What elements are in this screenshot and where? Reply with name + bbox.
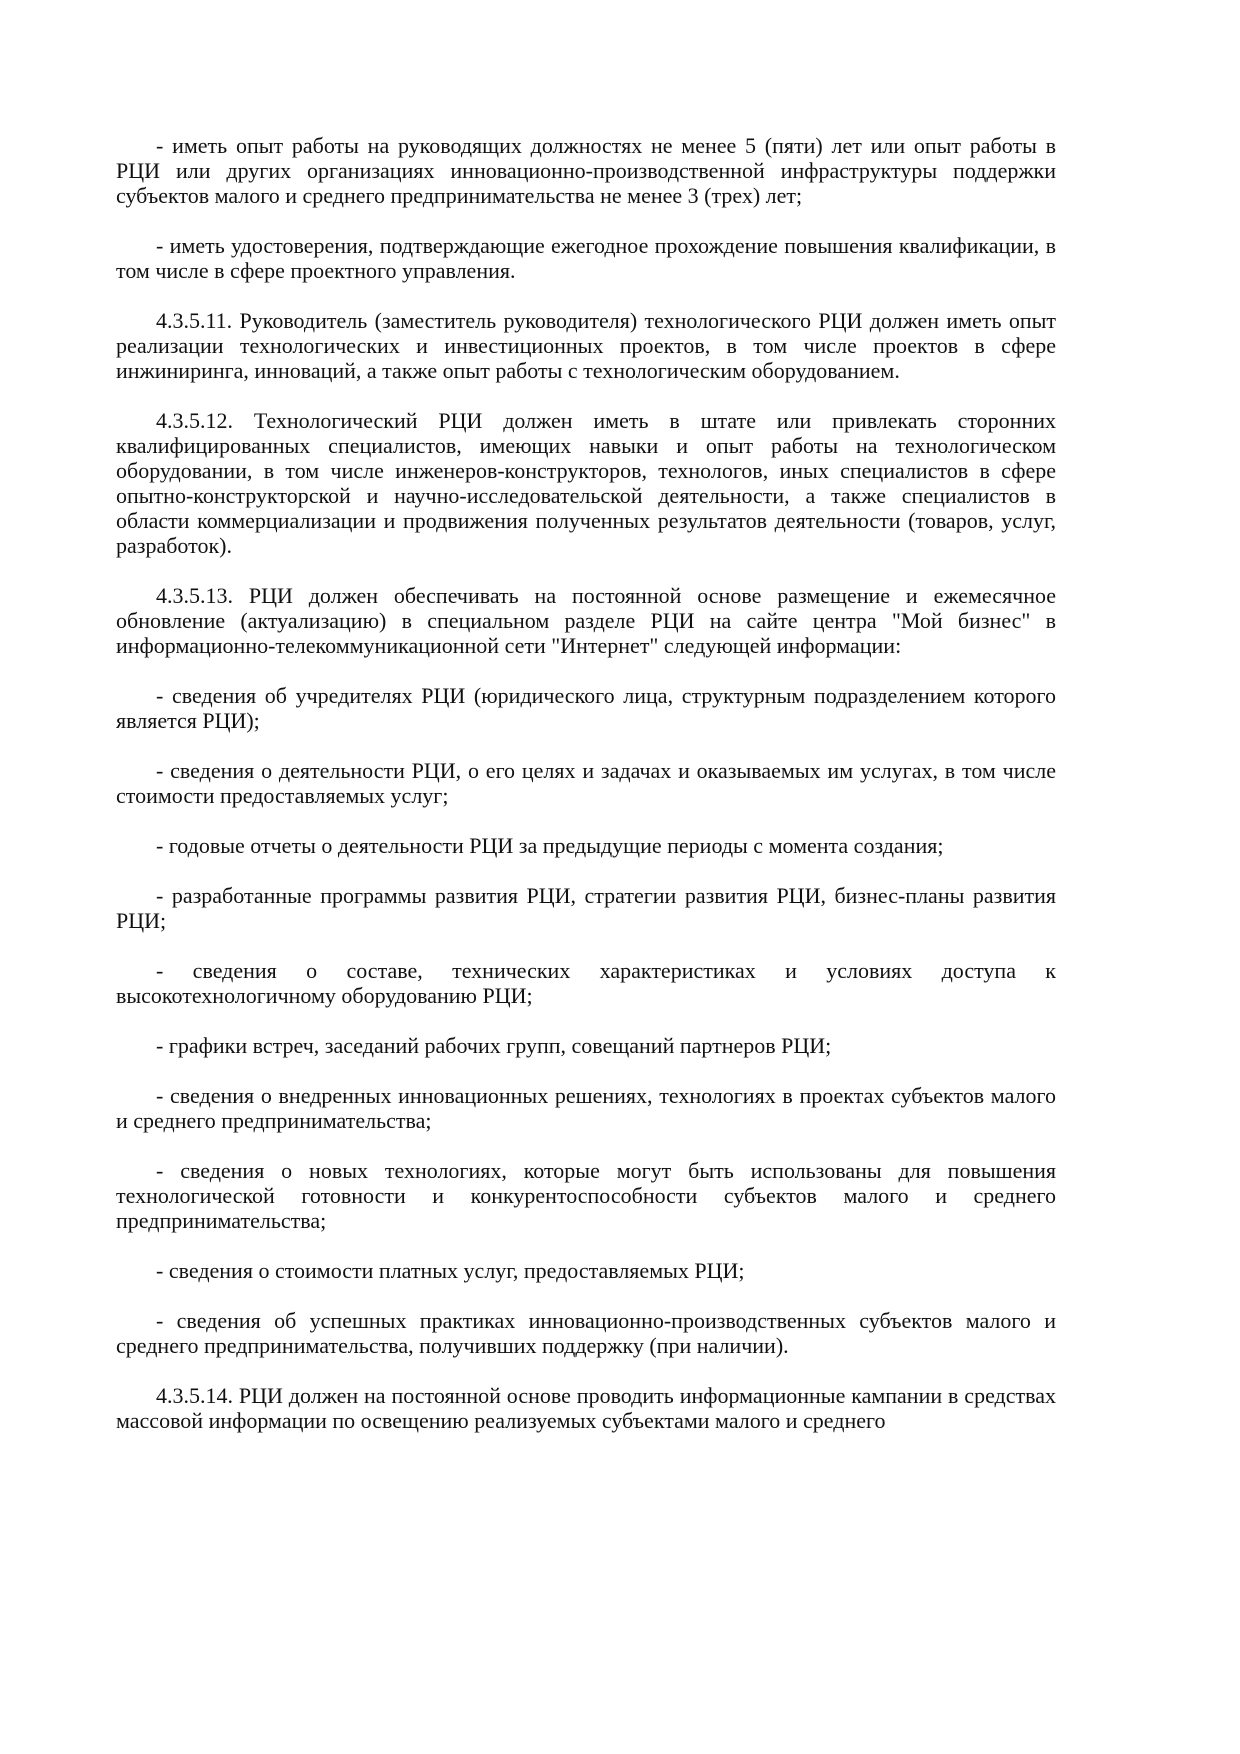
list-item-new-technologies: - сведения о новых технологиях, которые могут быть использованы для повышения технологической готовности и конкурентоспособности субъектов малого и среднего предпринимательства;: [116, 1158, 1056, 1233]
paragraph-certificates-requirement: - иметь удостоверения, подтверждающие ежегодное прохождение повышения квалификации, в том числе в сфере проектного управления.: [116, 233, 1056, 283]
list-item-development-programs: - разработанные программы развития РЦИ, стратегии развития РЦИ, бизнес-планы развития РЦИ;: [116, 883, 1056, 933]
list-item-success-practices: - сведения об успешных практиках инновационно-производственных субъектов малого и среднего предпринимательства, получивших поддержку (при наличии).: [116, 1308, 1056, 1358]
list-item-innovative-solutions: - сведения о внедренных инновационных решениях, технологиях в проектах субъектов малого и среднего предпринимательства;: [116, 1083, 1056, 1133]
paragraph-4-3-5-12: 4.3.5.12. Технологический РЦИ должен иметь в штате или привлекать сторонних квалифицированных специалистов, имеющих навыки и опыт работы на технологическом оборудовании, в том числе инженеров-конструкторов, технологов, иных специалистов в сфере опытно-конструкторской и научно-исследовательской деятельности, а также специалистов в области коммерциализации и продвижения полученных результатов деятельности (товаров, услуг, разработок).: [116, 408, 1056, 558]
list-item-annual-reports: - годовые отчеты о деятельности РЦИ за предыдущие периоды с момента создания;: [156, 833, 944, 858]
list-item-paid-services: - сведения о стоимости платных услуг, предоставляемых РЦИ;: [156, 1258, 745, 1283]
paragraph-4-3-5-11: 4.3.5.11. Руководитель (заместитель руководителя) технологического РЦИ должен иметь опыт реализации технологических и инвестиционных проектов, в том числе проектов в сфере инжиниринга, инноваций, а также опыт работы с технологическим оборудованием.: [116, 308, 1056, 383]
paragraph-experience-requirement: - иметь опыт работы на руководящих должностях не менее 5 (пяти) лет или опыт работы в РЦИ или других организациях инновационно-производственной инфраструктуры поддержки субъектов малого и среднего предпринимательства не менее 3 (трех) лет;: [116, 133, 1056, 208]
paragraph-4-3-5-13: 4.3.5.13. РЦИ должен обеспечивать на постоянной основе размещение и ежемесячное обновление (актуализацию) в специальном разделе РЦИ на сайте центра "Мой бизнес" в информационно-телекоммуникационной сети "Интернет" следующей информации:: [116, 583, 1056, 658]
paragraph-4-3-5-14: 4.3.5.14. РЦИ должен на постоянной основе проводить информационные кампании в средствах массовой информации по освещению реализуемых субъектами малого и среднего: [116, 1383, 1056, 1433]
document-page: [116, 133, 1056, 1458]
list-item-equipment: - сведения о составе, технических характеристиках и условиях доступа к высокотехнологичному оборудованию РЦИ;: [116, 958, 1056, 1008]
list-item-activity: - сведения о деятельности РЦИ, о его целях и задачах и оказываемых им услугах, в том числе стоимости предоставляемых услуг;: [116, 758, 1056, 808]
list-item-meeting-schedules: - графики встреч, заседаний рабочих групп, совещаний партнеров РЦИ;: [156, 1033, 832, 1058]
list-item-founders: - сведения об учредителях РЦИ (юридического лица, структурным подразделением которого является РЦИ);: [116, 683, 1056, 733]
